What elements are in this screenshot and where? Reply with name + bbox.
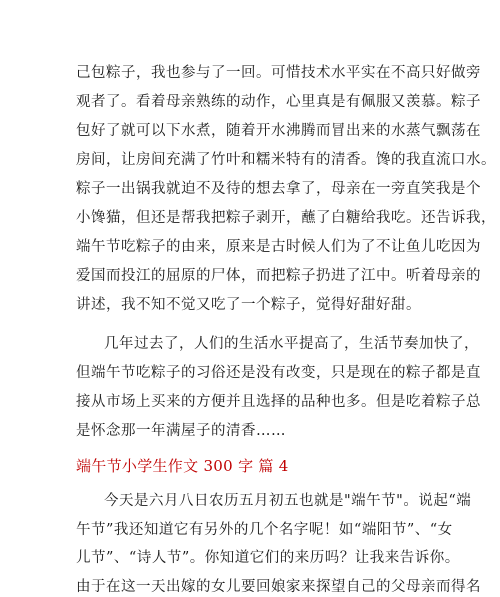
paragraph-2-line-1: 几年过去了，人们的生活水平提高了，生活节奏加快了， (104, 336, 479, 352)
paragraph-3-line-2: 午节”我还知道它有另外的几个名字呢！如“端阳节”、“女 (76, 522, 453, 538)
paragraph-1-line-9: 讲述，我不知不觉又吃了一个粽子，觉得好甜好甜。 (76, 297, 421, 313)
paragraph-2-line-3: 接从市场上买来的方便并且选择的品种也多。但是吃着粽子总 (76, 394, 481, 410)
section-heading: 端午节小学生作文 300 字 篇 4 (76, 457, 289, 475)
paragraph-1-line-6: 小馋猫，但还是帮我把粽子剥开，蘸了白糖给我吃。还告诉我， (76, 210, 496, 226)
paragraph-1-line-8: 爱国而投江的屈原的尸体，而把粽子扔进了江中。听着母亲的 (76, 268, 481, 284)
paragraph-1-line-3: 包好了就可以下水煮，随着开水沸腾而冒出来的水蒸气飘荡在 (76, 123, 481, 139)
paragraph-3-line-4: 由于在这一天出嫁的女儿要回娘家来探望自己的父母亲而得名 (76, 579, 481, 595)
paragraph-2-line-4: 是怀念那一年满屋子的清香…… (76, 423, 286, 439)
paragraph-1-line-7: 端午节吃粽子的由来，原来是古时候人们为了不让鱼儿吃因为 (76, 239, 481, 255)
paragraph-1-line-5: 粽子一出锅我就迫不及待的想去拿了，母亲在一旁直笑我是个 (76, 181, 481, 197)
paragraph-3-line-3: 儿节”、“诗人节”。你知道它们的来历吗？让我来告诉你。 (76, 550, 460, 566)
paragraph-2-line-2: 但端午节吃粽子的习俗还是没有改变，只是现在的粽子都是直 (76, 365, 481, 381)
paragraph-1-line-4: 房间，让房间充满了竹叶和糯米特有的清香。馋的我直流口水。 (76, 152, 496, 168)
paragraph-1-line-1: 己包粽子，我也参与了一回。可惜技术水平实在不高只好做旁 (76, 65, 481, 81)
paragraph-3-line-1: 今天是六月八日农历五月初五也就是"端午节"。说起“端 (104, 493, 472, 509)
paragraph-1-line-2: 观者了。看着母亲熟练的动作，心里真是有佩服又羡慕。粽子 (76, 94, 481, 110)
